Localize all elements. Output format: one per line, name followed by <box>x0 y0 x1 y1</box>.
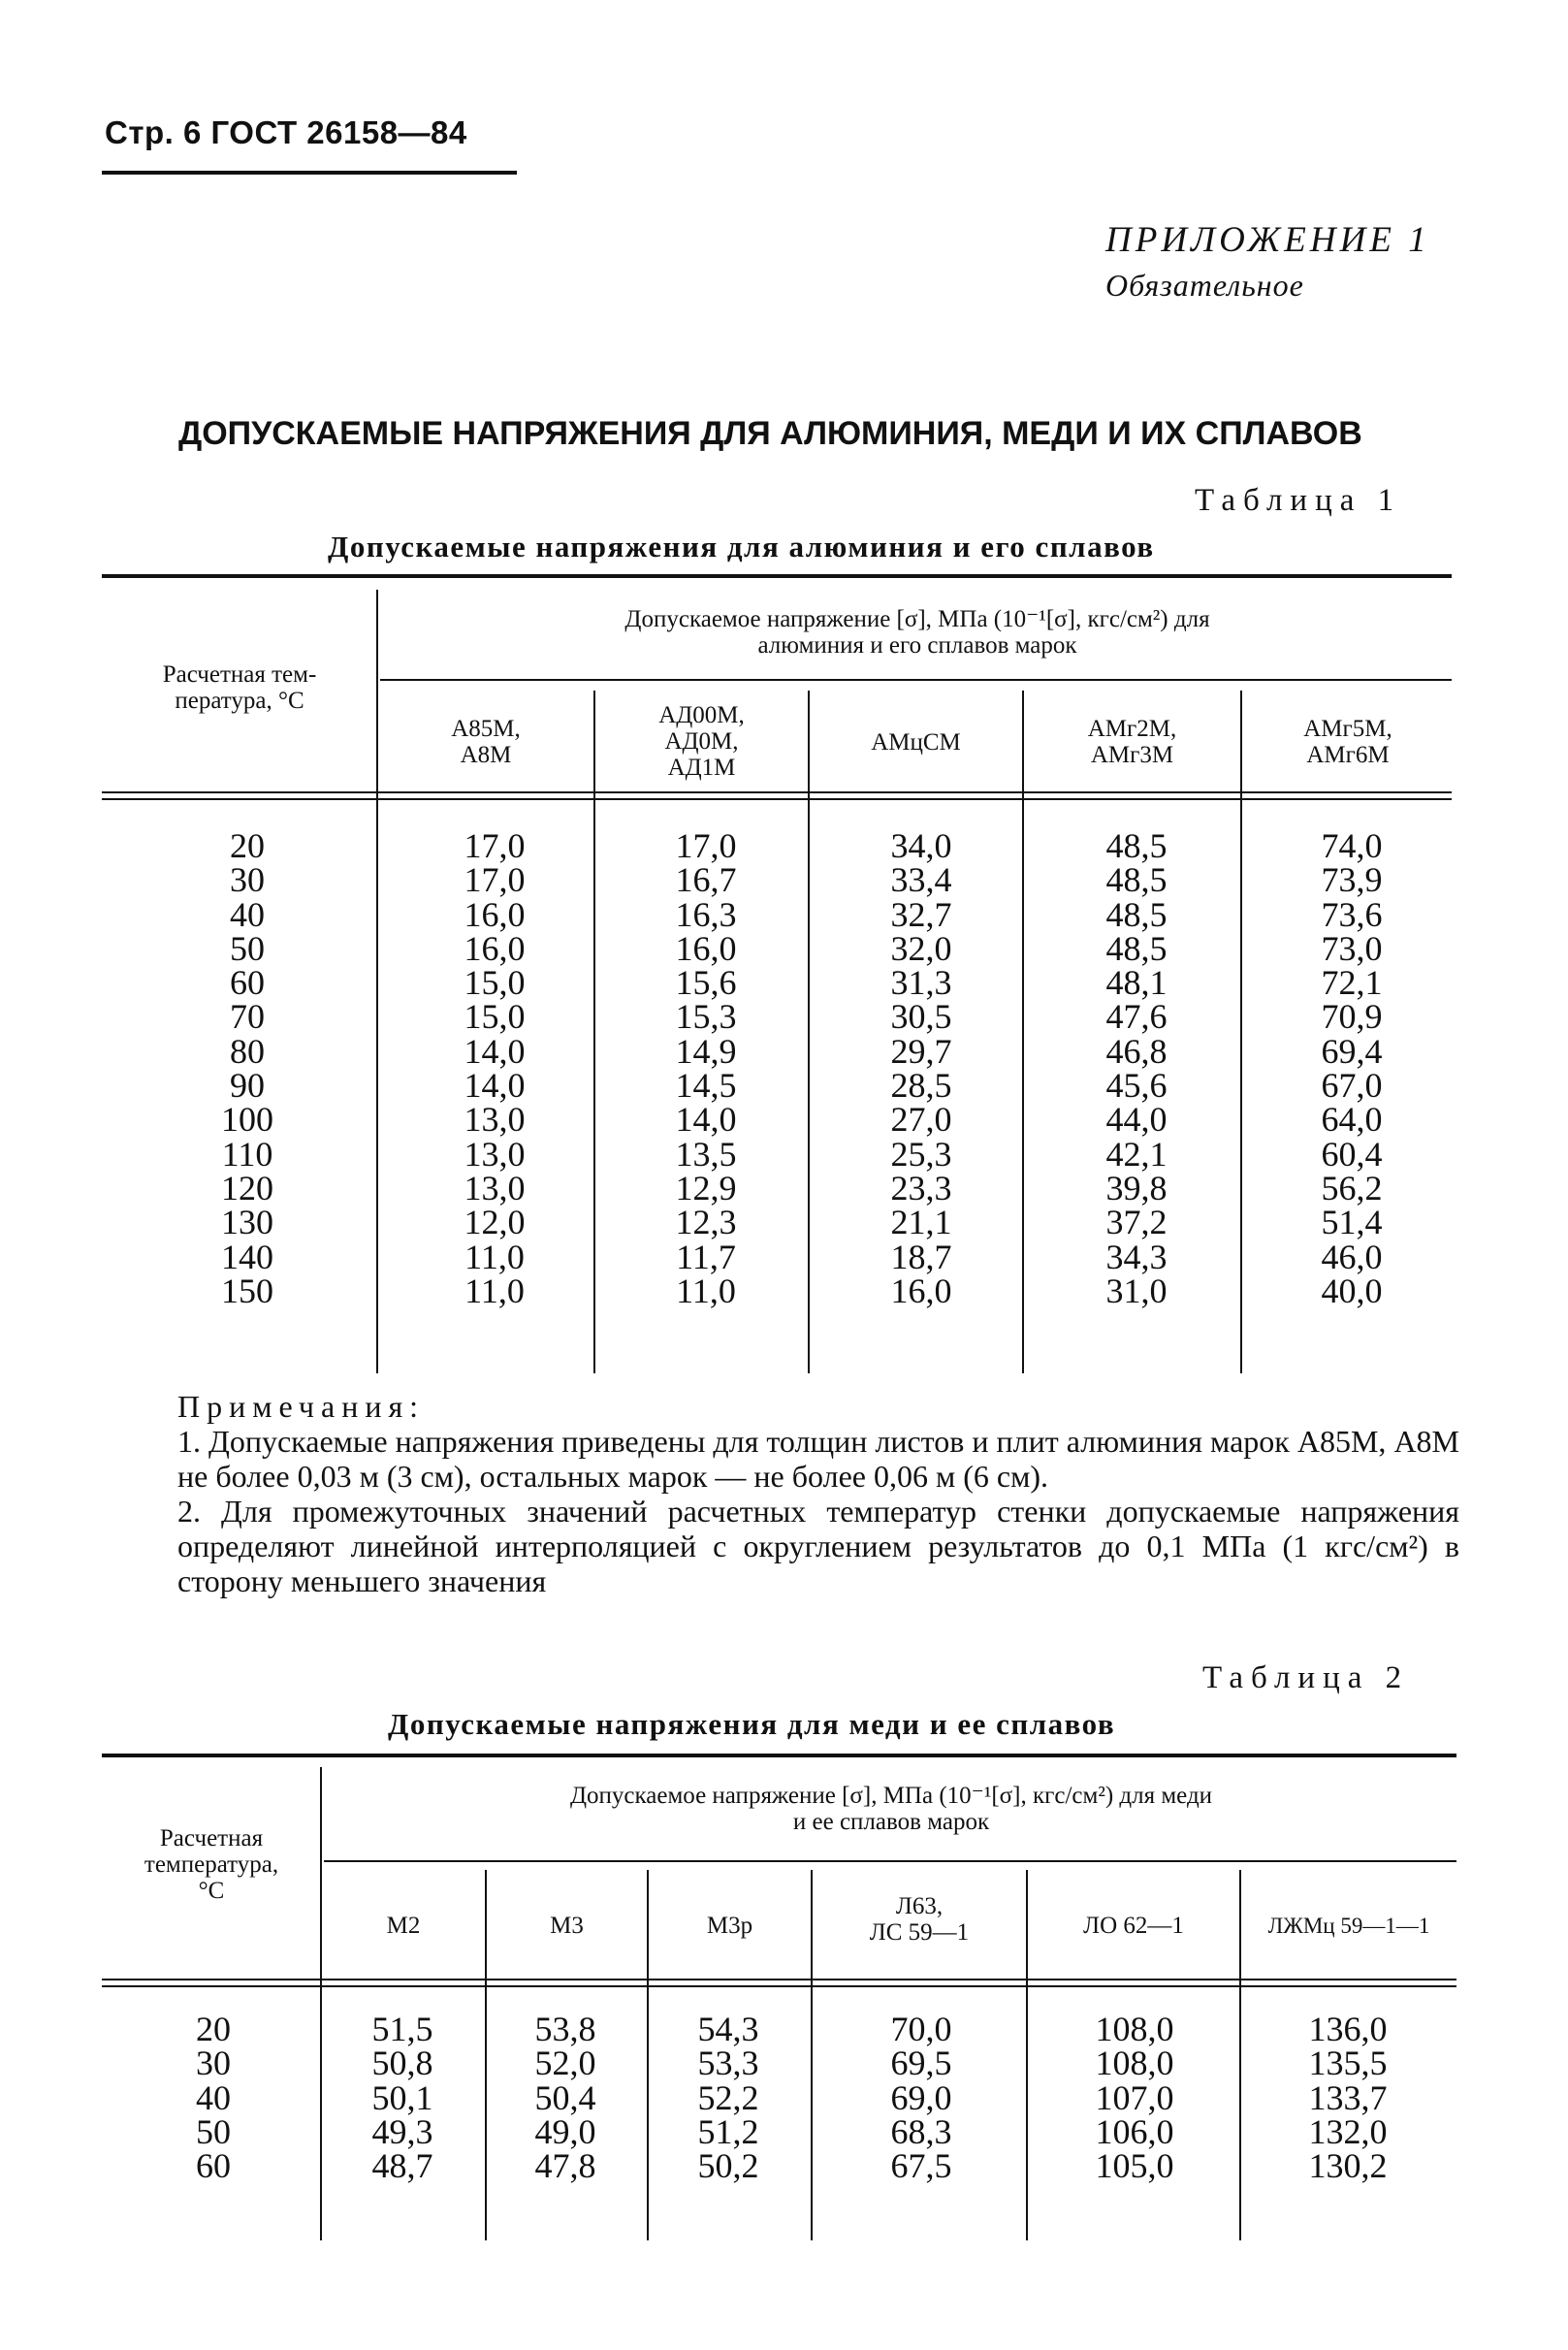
table1-col-header: АД00М, АД0М, АД1М <box>658 702 745 781</box>
table1-temperature-column <box>155 826 339 1310</box>
table1-col-header: АМг2М, АМг3М <box>1087 716 1177 768</box>
table2-vline <box>811 1870 813 2240</box>
table2-col-header: М3 <box>550 1913 584 1939</box>
table1-value-cell: 13,0 <box>464 1134 526 1174</box>
table1-vline <box>376 590 378 1373</box>
table1-value-cell: 56,2 <box>1321 1168 1383 1207</box>
table2-value-column <box>1261 2010 1435 2186</box>
table2-header-rule <box>102 1979 1456 1987</box>
table2-value-cell: 48,7 <box>371 2146 433 2186</box>
table2-value-cell: 106,0 <box>1095 2111 1174 2151</box>
table2-col-header: Л63, ЛС 59—1 <box>869 1893 970 1946</box>
table1-value-cell: 72,1 <box>1321 963 1383 1003</box>
table1-value-cell: 45,6 <box>1105 1066 1168 1106</box>
table1-value-cell: 25,3 <box>890 1134 952 1174</box>
table2-value-cell: 49,3 <box>371 2111 433 2151</box>
table2-value-column <box>834 2010 1008 2186</box>
table1-value-cell: 42,1 <box>1105 1134 1168 1174</box>
table1-temp-cell: 140 <box>221 1237 273 1276</box>
table2-top-rule <box>102 1754 1456 1757</box>
table1-value-cell: 33,4 <box>890 860 952 900</box>
table2-col-header: М3р <box>706 1913 753 1939</box>
table2-col-header: М2 <box>386 1913 421 1939</box>
table1-value-cell: 11,0 <box>464 1237 525 1276</box>
appendix-subtitle: Обязательное <box>1105 268 1304 303</box>
table1-value-cell: 32,7 <box>890 894 952 934</box>
table1-value-cell: 17,0 <box>675 826 737 865</box>
table1-value-cell: 44,0 <box>1105 1100 1168 1140</box>
table1-value-cell: 13,5 <box>675 1134 737 1174</box>
table2-value-column <box>330 2010 475 2186</box>
table1-temp-cell: 20 <box>230 826 265 865</box>
table1-temp-cell: 80 <box>230 1031 265 1071</box>
table1-value-cell: 16,7 <box>675 860 737 900</box>
table2-col-header: ЛЖМц 59—1—1 <box>1267 1914 1430 1938</box>
table2-value-cell: 51,2 <box>697 2111 759 2151</box>
table1-value-cell: 31,0 <box>1105 1271 1168 1310</box>
table1-temp-cell: 150 <box>221 1271 273 1310</box>
table1-header-rule <box>102 791 1452 800</box>
table2-value-cell: 53,3 <box>697 2044 759 2083</box>
table1-value-cell: 39,8 <box>1105 1168 1168 1207</box>
table2-value-cell: 50,4 <box>534 2077 596 2117</box>
table2-value-cell: 108,0 <box>1095 2044 1174 2083</box>
table1-value-cell: 27,0 <box>890 1100 952 1140</box>
table1-value-column <box>834 826 1008 1310</box>
table1-value-cell: 13,0 <box>464 1168 526 1207</box>
header-rule <box>102 171 517 175</box>
table2-value-cell: 70,0 <box>890 2010 952 2048</box>
table1-temp-cell: 110 <box>221 1134 273 1174</box>
table2-value-cell: 50,2 <box>697 2146 759 2186</box>
table1-value-cell: 28,5 <box>890 1066 952 1106</box>
table1-value-cell: 34,3 <box>1105 1237 1168 1276</box>
table1-label: Таблица 1 <box>1195 483 1402 518</box>
table2-group-header: Допускаемое напряжение [σ], МПа (10⁻¹[σ], кгс/см²) для меди и ее сплавов марок <box>569 1783 1213 1835</box>
table1-value-cell: 17,0 <box>464 826 526 865</box>
table1-group-header: Допускаемое напряжение [σ], МПа (10⁻¹[σ], кгс/см²) для алюминия и его сплавов марок <box>624 606 1210 659</box>
table2-value-cell: 49,0 <box>534 2111 596 2151</box>
table1-temp-cell: 90 <box>230 1066 265 1106</box>
table1-value-cell: 48,5 <box>1105 860 1168 900</box>
table2-value-column <box>656 2010 801 2186</box>
table2-value-cell: 133,7 <box>1308 2077 1388 2117</box>
table2-vline <box>485 1870 487 2240</box>
table1-value-cell: 18,7 <box>890 1237 952 1276</box>
table1-temp-cell: 130 <box>221 1203 273 1242</box>
table2-vline <box>1026 1870 1028 2240</box>
table1-value-cell: 15,0 <box>464 963 526 1003</box>
table1-temp-cell: 70 <box>230 997 265 1037</box>
table1-value-cell: 48,5 <box>1105 928 1168 968</box>
table2-value-cell: 47,8 <box>534 2146 596 2186</box>
note-2: 2. Для промежуточных значений расчетных температур стенки допускаемые напряжения определяют линейной интерполяцией с округлением результатов до 0,1 МПа (1 кгс/см²) в сторону меньшего значения <box>177 1494 1459 1598</box>
table2-temp-cell: 20 <box>196 2010 231 2048</box>
table2-value-cell: 108,0 <box>1095 2010 1174 2048</box>
table1-value-cell: 16,3 <box>675 894 737 934</box>
table1-value-cell: 12,3 <box>675 1203 737 1242</box>
table1-value-cell: 23,3 <box>890 1168 952 1207</box>
table1-value-cell: 14,0 <box>675 1100 737 1140</box>
table1-value-cell: 16,0 <box>890 1271 952 1310</box>
table1-caption: Допускаемые напряжения для алюминия и его сплавов <box>328 530 1155 563</box>
table1-value-cell: 60,4 <box>1321 1134 1383 1174</box>
table2-value-cell: 54,3 <box>697 2010 759 2048</box>
table1-value-cell: 69,4 <box>1321 1031 1383 1071</box>
table2-caption: Допускаемые напряжения для меди и ее сплавов <box>388 1707 1116 1741</box>
table1-value-cell: 40,0 <box>1321 1271 1383 1310</box>
table1-value-cell: 30,5 <box>890 997 952 1037</box>
table1-value-cell: 73,6 <box>1321 894 1383 934</box>
table2-temp-header: Расчетная температура, °С <box>144 1825 279 1904</box>
table2-temp-cell: 30 <box>196 2044 231 2083</box>
table2-value-cell: 52,0 <box>534 2044 596 2083</box>
document-title: ДОПУСКАЕМЫЕ НАПРЯЖЕНИЯ ДЛЯ АЛЮМИНИЯ, МЕДИ И ИХ СПЛАВОВ <box>178 415 1362 452</box>
table1-col-header: АМцСМ <box>871 729 961 756</box>
table2-value-cell: 68,3 <box>890 2111 952 2151</box>
table2-value-cell: 52,2 <box>697 2077 759 2117</box>
table1-value-cell: 31,3 <box>890 963 952 1003</box>
table2-value-cell: 53,8 <box>534 2010 596 2048</box>
table1-value-cell: 48,5 <box>1105 894 1168 934</box>
table2-value-cell: 105,0 <box>1095 2146 1174 2186</box>
table1-value-cell: 64,0 <box>1321 1100 1383 1140</box>
table1-value-cell: 13,0 <box>464 1100 526 1140</box>
table1-value-cell: 47,6 <box>1105 997 1168 1037</box>
table1-value-cell: 11,0 <box>676 1271 736 1310</box>
table2-label: Таблица 2 <box>1202 1660 1410 1695</box>
appendix-title: ПРИЛОЖЕНИЕ 1 <box>1105 220 1430 260</box>
table2-temp-cell: 60 <box>196 2146 231 2186</box>
table2-value-cell: 135,5 <box>1308 2044 1388 2083</box>
table2-value-cell: 69,5 <box>890 2044 952 2083</box>
table1-value-cell: 12,9 <box>675 1168 737 1207</box>
table1-value-cell: 16,0 <box>464 928 526 968</box>
table1-value-cell: 67,0 <box>1321 1066 1383 1106</box>
table1-temp-cell: 40 <box>230 894 265 934</box>
table1-value-cell: 51,4 <box>1321 1203 1383 1242</box>
table2-value-column <box>493 2010 638 2186</box>
table1-temp-cell: 30 <box>230 860 265 900</box>
table2-group-rule <box>324 1860 1456 1862</box>
table2-col-header: ЛО 62—1 <box>1083 1913 1184 1939</box>
table2-value-column <box>1047 2010 1222 2186</box>
table1-value-cell: 15,0 <box>464 997 526 1037</box>
table1-temp-cell: 50 <box>230 928 265 968</box>
notes-title: Примечания: <box>177 1389 426 1424</box>
table2-vline <box>647 1870 649 2240</box>
table1-value-cell: 14,0 <box>464 1066 526 1106</box>
table1-group-rule <box>380 679 1452 681</box>
table1-value-cell: 15,3 <box>675 997 737 1037</box>
table1-value-cell: 11,7 <box>676 1237 736 1276</box>
note-1: 1. Допускаемые напряжения приведены для толщин листов и плит алюминия марок А85М, А8М не более 0,03 м (3 см), остальных марок — не более 0,06 м (6 см). <box>177 1424 1459 1494</box>
table2-value-cell: 69,0 <box>890 2077 952 2117</box>
table1-value-cell: 73,0 <box>1321 928 1383 968</box>
table1-value-cell: 48,5 <box>1105 826 1168 865</box>
page-header: Стр. 6 ГОСТ 26158—84 <box>105 114 467 150</box>
table1-value-column <box>407 826 582 1310</box>
table1-value-cell: 48,1 <box>1105 963 1168 1003</box>
table1-value-cell: 17,0 <box>464 860 526 900</box>
table2-value-cell: 132,0 <box>1308 2111 1388 2151</box>
table2-temp-cell: 50 <box>196 2111 231 2151</box>
table1-value-cell: 34,0 <box>890 826 952 865</box>
table1-col-header: АМг5М, АМг6М <box>1303 716 1392 768</box>
table1-value-column <box>1264 826 1439 1310</box>
table1-value-cell: 74,0 <box>1321 826 1383 865</box>
table2-vline <box>320 1767 322 2240</box>
table1-value-cell: 12,0 <box>464 1203 526 1242</box>
table1-value-column <box>1049 826 1224 1310</box>
table1-temp-cell: 100 <box>221 1100 273 1140</box>
table1-temp-header: Расчетная тем- пература, °С <box>162 661 317 714</box>
table1-col-header: А85М, А8М <box>451 716 521 768</box>
table2-temperature-column <box>126 2010 301 2186</box>
table1-value-cell: 29,7 <box>890 1031 952 1071</box>
table2-value-cell: 136,0 <box>1308 2010 1388 2048</box>
table2-value-cell: 130,2 <box>1308 2146 1388 2186</box>
table2-value-cell: 67,5 <box>890 2146 952 2186</box>
table1-value-cell: 32,0 <box>890 928 952 968</box>
table2-value-cell: 50,8 <box>371 2044 433 2083</box>
table1-value-cell: 46,8 <box>1105 1031 1168 1071</box>
table1-value-column <box>619 826 793 1310</box>
table1-value-cell: 14,0 <box>464 1031 526 1071</box>
table1-value-cell: 16,0 <box>675 928 737 968</box>
table1-temp-cell: 60 <box>230 963 265 1003</box>
table2-value-cell: 50,1 <box>371 2077 433 2117</box>
table1-value-cell: 14,5 <box>675 1066 737 1106</box>
table2-temp-cell: 40 <box>196 2077 231 2117</box>
table1-value-cell: 11,0 <box>464 1271 525 1310</box>
table1-temp-cell: 120 <box>221 1168 273 1207</box>
notes <box>177 1389 1459 1598</box>
table1-value-cell: 46,0 <box>1321 1237 1383 1276</box>
table2-value-cell: 107,0 <box>1095 2077 1174 2117</box>
table1-value-cell: 21,1 <box>890 1203 952 1242</box>
table1-value-cell: 73,9 <box>1321 860 1383 900</box>
table2-value-cell: 51,5 <box>371 2010 433 2048</box>
table1-value-cell: 16,0 <box>464 894 526 934</box>
table1-value-cell: 70,9 <box>1321 997 1383 1037</box>
table1-top-rule <box>102 574 1452 578</box>
table1-value-cell: 14,9 <box>675 1031 737 1071</box>
table1-value-cell: 37,2 <box>1105 1203 1168 1242</box>
table1-value-cell: 15,6 <box>675 963 737 1003</box>
